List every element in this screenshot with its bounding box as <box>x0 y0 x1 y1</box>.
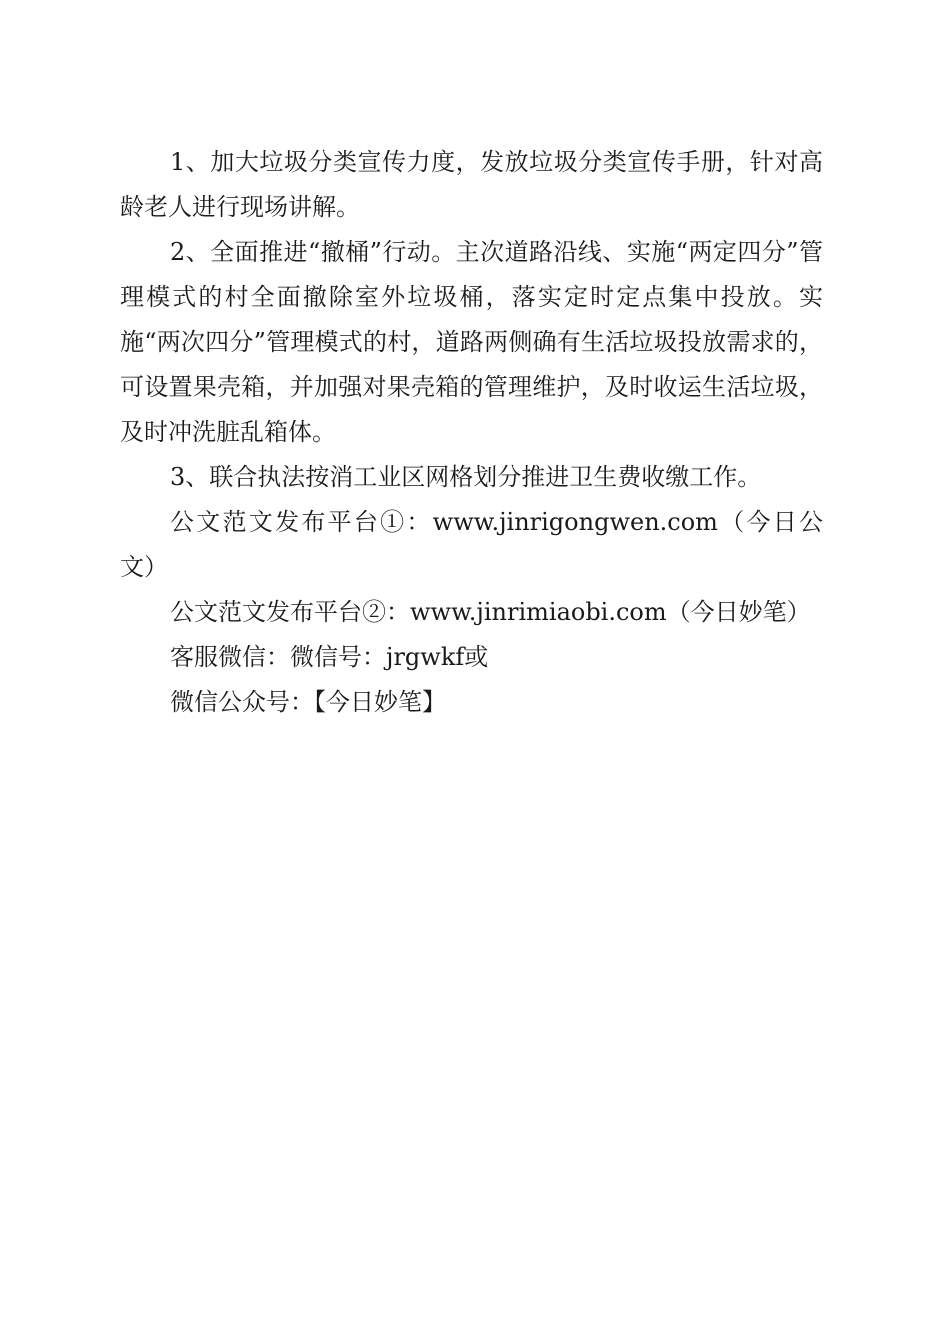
paragraph-1: 1、加大垃圾分类宣传力度，发放垃圾分类宣传手册，针对高龄老人进行现场讲解。 <box>120 148 823 221</box>
paragraph-3: 3、联合执法按消工业区网格划分推进卫生费收缴工作。 <box>170 463 762 491</box>
paragraph-2: 2、全面推进“撤桶”行动。主次道路沿线、实施“两定四分”管理模式的村全面撤除室外垃圾桶，落实定时定点集中投放。实施“两次四分”管理模式的村，道路两侧确有生活垃圾投放需求的，可设置果壳箱，并加强对果壳箱的管理维护，及时收运生活垃圾，及时冲洗脏乱箱体。 <box>120 238 823 446</box>
service-wechat-line: 客服微信：微信号：jrgwkf或 <box>170 643 489 671</box>
document-body <box>120 140 823 725</box>
public-account-line: 微信公众号：【今日妙笔】 <box>170 688 446 716</box>
platform-2-line: 公文范文发布平台②：www.jinrimiaobi.com（今日妙笔） <box>170 598 811 626</box>
platform-1-line: 公文范文发布平台①：www.jinrigongwen.com（今日公文） <box>120 508 823 581</box>
